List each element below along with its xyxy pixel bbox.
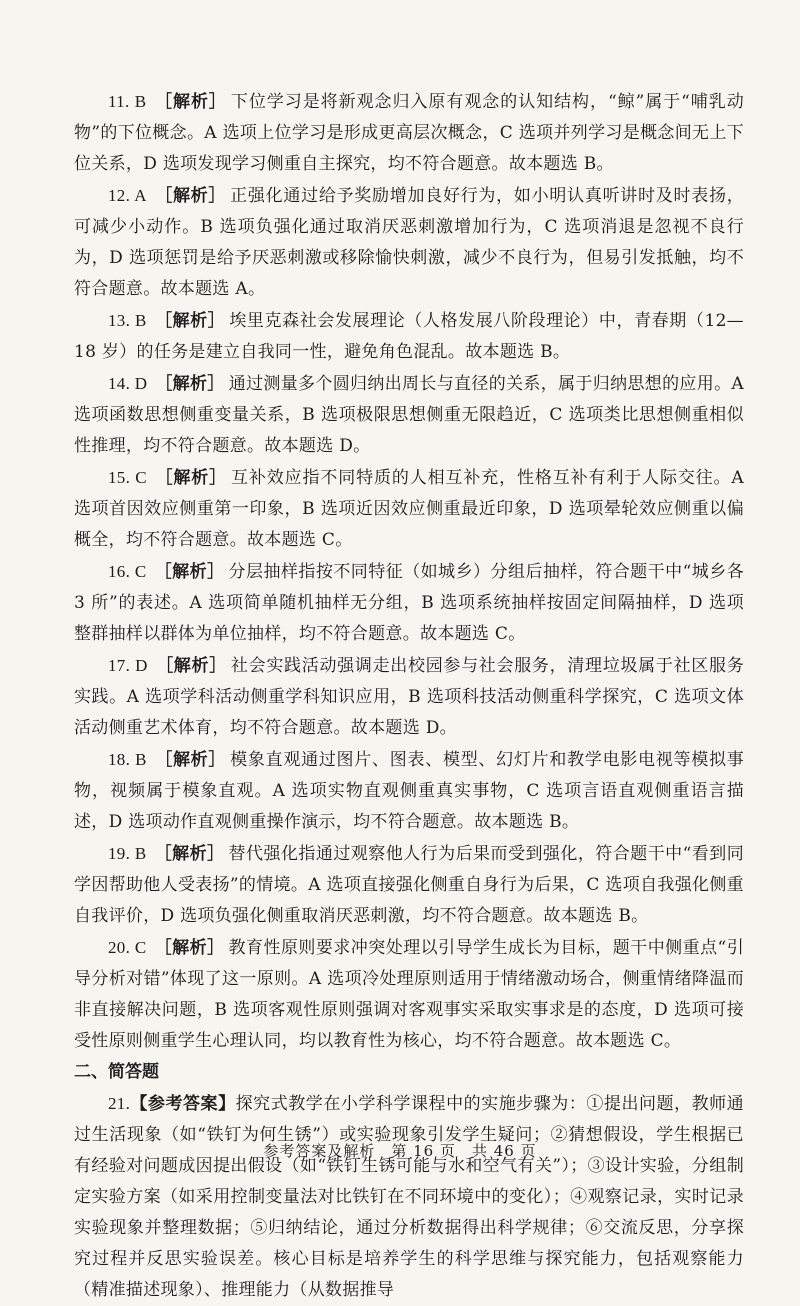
q21-text: 探究式教学在小学科学课程中的实施步骤为：①提出问题，教师通过生活现象（如“铁钉为何生锈”）或实验现象引发学生疑问；②猜想假设，学生根据已有经验对问题成因提出假设（如“铁钉生锈可能与水和空气有关”）；③设计实验，分组制定实验方案（如采用控制变量法对比铁钉在不同环境中的变化）；④观察记录，实时记录实验现象并整理数据；⑤归纳结论，通过分析数据得出科学规律；⑥交流反思，分享探究过程并反思实验误差。核心目标是培养学生的科学思维与探究能力，包括观察能力（精准描述现象）、推理能力（从数据推导: [74, 1094, 744, 1300]
item-number: 15. C: [108, 468, 147, 487]
analysis-tag: ［解析］: [154, 844, 225, 864]
answer-item: [74, 180, 744, 305]
analysis-tag: ［解析］: [155, 656, 227, 676]
item-text: 埃里克森社会发展理论（人格发展八阶段理论）中，青春期（12—18 岁）的任务是建立自我同一性，避免角色混乱。故本题选 B。: [74, 311, 744, 362]
answer-item: [74, 932, 744, 1057]
analysis-tag: ［解析］: [154, 311, 226, 331]
answer-item: [74, 650, 744, 744]
answer-item: [74, 368, 744, 462]
item-text: 社会实践活动强调走出校园参与社会服务，清理垃圾属于社区服务实践。A 选项学科活动侧重学科知识应用，B 选项科技活动侧重科学探究，C 选项文体活动侧重艺术体育，均不符合题意。故本题选 D。: [74, 656, 744, 738]
analysis-tag: ［解析］: [155, 374, 225, 394]
answer-item: [74, 305, 744, 368]
q21-paragraph: [74, 1088, 744, 1306]
item-text: 替代强化指通过观察他人行为后果而受到强化，符合题干中“看到同学因帮助他人受表扬”的情境。A 选项直接强化侧重自身行为后果，C 选项自我强化侧重自我评价，D 选项负强化侧重取消厌恶刺激，均不符合题意。故本题选 B。: [74, 844, 745, 926]
item-number: 17. D: [108, 656, 148, 675]
q21-answer-tag: 【参考答案】: [130, 1094, 236, 1114]
item-number: 18. B: [108, 750, 147, 769]
answer-page: [74, 86, 744, 1306]
item-text: 通过测量多个圆归纳出周长与直径的关系，属于归纳思想的应用。A 选项函数思想侧重变量关系，B 选项极限思想侧重无限趋近，C 选项类比思想侧重相似性推理，均不符合题意。故本题选 D。: [74, 374, 745, 456]
section-heading: 二、简答题: [74, 1062, 159, 1082]
analysis-tag: ［解析］: [154, 562, 225, 582]
analysis-tag: ［解析］: [154, 750, 227, 770]
answer-item: [74, 744, 744, 838]
analysis-tag: ［解析］: [154, 186, 227, 206]
item-number: 12. A: [108, 186, 147, 205]
answer-item: [74, 556, 744, 650]
item-text: 正强化通过给予奖励增加良好行为，如小明认真听讲时及时表扬，可减少小动作。B 选项负强化通过取消厌恶刺激增加行为，C 选项消退是忽视不良行为，D 选项惩罚是给予厌恶刺激或移除愉快刺激，减少不良行为，但易引发抵触，均不符合题意。故本题选 A。: [74, 186, 745, 299]
item-number: 11. B: [108, 92, 147, 111]
answer-item: [74, 86, 744, 180]
item-number: 13. B: [108, 311, 147, 330]
analysis-tag: ［解析］: [154, 92, 227, 112]
item-number: 20. C: [108, 938, 147, 957]
item-text: 教育性原则要求冲突处理以引导学生成长为目标，题干中侧重点“引导分析对错”体现了这一原则。A 选项冷处理原则适用于情绪激动场合，侧重情绪降温而非直接解决问题，B 选项客观性原则强调对客观事实采取实事求是的态度，D 选项可接受性原则侧重学生心理认同，均以教育性为核心，均不符合题意。故本题选 C。: [74, 938, 745, 1051]
item-text: 下位学习是将新观念归入原有观念的认知结构，“鲸”属于“哺乳动物”的下位概念。A 选项上位学习是形成更高层次概念，C 选项并列学习是概念间无上下位关系，D 选项发现学习侧重自主探究，均不符合题意。故本题选 B。: [74, 92, 745, 174]
analysis-tag: ［解析］: [154, 938, 225, 958]
item-number: 14. D: [108, 374, 148, 393]
item-text: 互补效应指不同特质的人相互补充，性格互补有利于人际交往。A 选项首因效应侧重第一印象，B 选项近因效应侧重最近印象，D 选项晕轮效应侧重以偏概全，均不符合题意。故本题选 C。: [74, 468, 745, 550]
item-text: 模象直观通过图片、图表、模型、幻灯片和教学电影电视等模拟事物，视频属于模象直观。A 选项实物直观侧重真实事物，C 选项言语直观侧重语言描述，D 选项动作直观侧重操作演示，均不符合题意。故本题选 B。: [74, 750, 745, 832]
item-text: 分层抽样指按不同特征（如城乡）分组后抽样，符合题干中“城乡各 3 所”的表述。A 选项简单随机抽样无分组，B 选项系统抽样按固定间隔抽样，D 选项整群抽样以群体为单位抽样，均不符合题意。故本题选 C。: [74, 562, 745, 644]
analysis-tag: ［解析］: [154, 468, 227, 488]
item-number: 19. B: [108, 844, 147, 863]
answer-item: [74, 838, 744, 932]
q21-number: 21.: [108, 1094, 131, 1113]
answer-item: [74, 462, 744, 556]
item-number: 16. C: [108, 562, 147, 581]
answer-list: [74, 86, 744, 1057]
page-footer: 参考答案及解析 第 16 页 共 46 页: [263, 1142, 537, 1160]
